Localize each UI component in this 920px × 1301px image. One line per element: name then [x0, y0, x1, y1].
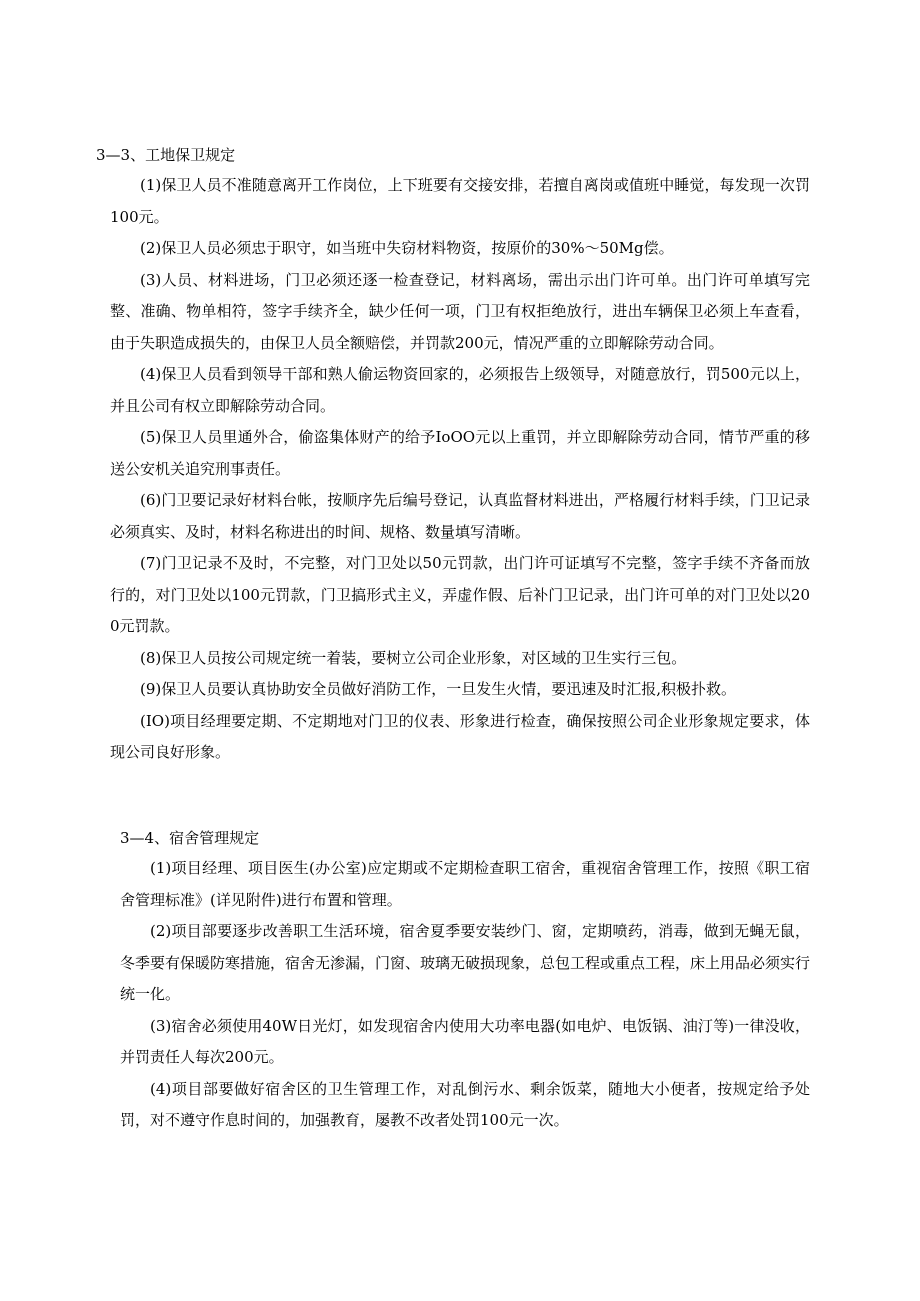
paragraph: (2)保卫人员必须忠于职守，如当班中失窃材料物资，按原价的30%～50Mg偿。	[140, 239, 674, 257]
paragraph: (4)保卫人员看到领导干部和熟人偷运物资回家的，必须报告上级领导，对随意放行，罚500元以上，并且公司有权立即解除劳动合同。	[110, 365, 810, 415]
paragraph: (9)保卫人员要认真协助安全员做好消防工作，一旦发生火情，要迅速及时汇报,积极扑救。	[140, 680, 737, 698]
paragraph: (3)人员、材料进场，门卫必须还逐一检查登记，材料离场，需出示出门许可单。出门许可单填写完整、准确、物单相符，签字手续齐全，缺少任何一项，门卫有权拒绝放行，进出车辆保卫必须上车查看，由于失职造成损失的，由保卫人员全额赔偿，并罚款200元，情况严重的立即解除劳动合同。	[110, 270, 810, 352]
section-dormitory-rules	[120, 823, 810, 1137]
paragraph: (1)保卫人员不准随意离开工作岗位，上下班要有交接安排，若擅自离岗或值班中睡觉，每发现一次罚100元。	[110, 176, 810, 226]
paragraph: (IO)项目经理要定期、不定期地对门卫的仪表、形象进行检查，确保按照公司企业形象规定要求，体现公司良好形象。	[110, 711, 810, 761]
paragraph: (4)项目部要做好宿舍区的卫生管理工作，对乱倒污水、剩余饭菜，随地大小便者，按规定给予处罚，对不遵守作息时间的，加强教育，屡教不改者处罚100元一次。	[120, 1079, 810, 1129]
paragraph: (8)保卫人员按公司规定统一着装，要树立公司企业形象，对区域的卫生实行三包。	[140, 648, 687, 667]
section-heading: 3—4、宿舍管理规定	[120, 829, 260, 847]
paragraph: (2)项目部要逐步改善职工生活环境，宿舍夏季要安装纱门、窗，定期喷药，消毒，做到无蝇无鼠，冬季要有保暖防寒措施，宿舍无渗漏，门窗、玻璃无破损现象，总包工程或重点工程，床上用品必须实行统一化。	[120, 922, 811, 1003]
paragraph: (7)门卫记录不及时，不完整，对门卫处以50元罚款，出门许可证填写不完整，签字手续不齐备而放行的，对门卫处以100元罚款，门卫搞形式主义，弄虚作假、后补门卫记录，出门许可单的对门卫处以200元罚款。	[110, 554, 810, 635]
section-heading: 3—3、工地保卫规定	[96, 146, 236, 164]
paragraph: (5)保卫人员里通外合，偷盗集体财产的给予IoOO元以上重罚，并立即解除劳动合同，情节严重的移送公安机关追究刑事责任。	[110, 428, 810, 478]
paragraph: (1)项目经理、项目医生(办公室)应定期或不定期检查职工宿舍，重视宿舍管理工作，按照《职工宿舍管理标准》(详见附件)进行布置和管理。	[120, 859, 810, 909]
section-guard-rules	[96, 140, 810, 769]
paragraph: (6)门卫要记录好材料台帐，按顺序先后编号登记，认真监督材料进出，严格履行材料手续，门卫记录必须真实、及时，材料名称进出的时间、规格、数量填写清晰。	[110, 491, 810, 541]
paragraph: (3)宿舍必须使用40W日光灯，如发现宿舍内使用大功率电器(如电炉、电饭锅、油汀等)一律没收，并罚责任人每次200元。	[120, 1016, 810, 1066]
